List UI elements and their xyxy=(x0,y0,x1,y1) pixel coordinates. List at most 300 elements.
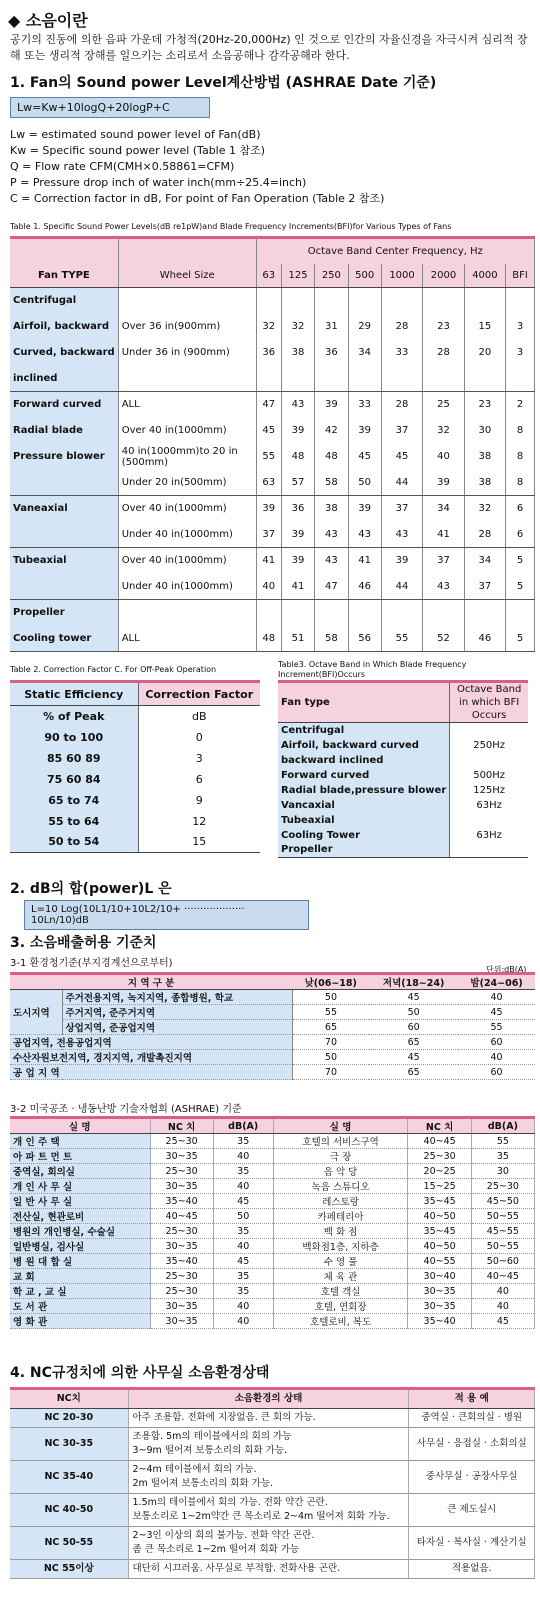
t1-wheel-size: ALL xyxy=(118,392,256,418)
t4-area: 주거지역, 준주거지역 xyxy=(62,1005,292,1020)
t1-fan-type: Vaneaxial xyxy=(10,496,118,522)
t4-group: 도시지역 xyxy=(10,990,62,1035)
t3-fan: Airfoil, backward curved xyxy=(278,738,450,753)
t2-h2: Correction Factor xyxy=(138,682,260,706)
t1-value: 43 xyxy=(315,522,348,548)
t1-value: 58 xyxy=(315,626,348,652)
t6-row xyxy=(10,1461,535,1494)
subsection-3-1: 3-1 환경청기준(부지경계선으로부터) xyxy=(10,958,173,969)
t4-h-area: 지 역 구 분 xyxy=(10,974,292,990)
t6-state xyxy=(128,1527,409,1560)
t2-h1: Static Efficiency xyxy=(10,682,138,706)
t5-row xyxy=(10,1149,535,1164)
t5-val: 35~40 xyxy=(150,1194,213,1209)
t5-val: 25~30 xyxy=(408,1149,471,1164)
t5-room: 체 육 관 xyxy=(273,1269,408,1284)
t1-value: 34 xyxy=(348,340,381,366)
t5-room: 개 인 주 택 xyxy=(10,1134,150,1149)
t4-val: 45 xyxy=(458,1005,535,1020)
t5-room: 백화점1층, 지하층 xyxy=(273,1239,408,1254)
t1-value: 29 xyxy=(348,314,381,340)
t5-val: 40 xyxy=(213,1299,273,1314)
t1-value: 37 xyxy=(423,548,464,574)
t1-wheel-size: ALL xyxy=(118,626,256,652)
t3-band xyxy=(450,723,528,738)
t4-area: 수산자원보전지역, 경지지역, 개발촉진지역 xyxy=(10,1050,292,1065)
t5-val: 40~45 xyxy=(471,1269,534,1284)
t5-val: 25~30 xyxy=(471,1179,534,1194)
t6-example: 사무실 · 응접실 · 소회의실 xyxy=(409,1428,535,1461)
t1-fan-type: inclined xyxy=(10,366,118,392)
t1-value: 36 xyxy=(256,340,281,366)
t1-wheel-size: Over 40 in(1000mm) xyxy=(118,548,256,574)
t1-value: 38 xyxy=(315,496,348,522)
t6-row xyxy=(10,1560,535,1579)
t4-h-time: 밤(24~06) xyxy=(458,974,535,990)
t5-row xyxy=(10,1209,535,1224)
t1-value: 55 xyxy=(381,626,422,652)
t1-value: 55 xyxy=(256,444,281,470)
formula-box: Lw=Kw+10logQ+20logP+C xyxy=(10,97,210,118)
def-p: P = Pressure drop inch of water inch(mm÷25.4=inch) xyxy=(10,176,307,189)
t1-value: 39 xyxy=(381,548,422,574)
t1-value xyxy=(348,366,381,392)
t4-area: 공업지역, 전용공업지역 xyxy=(10,1035,292,1050)
t1-fan-type: Cooling tower xyxy=(10,626,118,652)
section-3-title: 3. 소음배출허용 기준치 xyxy=(10,935,157,951)
table-2 xyxy=(10,680,260,853)
t1-row xyxy=(10,574,535,600)
t1-value: 43 xyxy=(381,522,422,548)
table-3 xyxy=(278,680,528,858)
t6-nc: NC 20-30 xyxy=(10,1409,128,1428)
t4-val: 40 xyxy=(458,1050,535,1065)
t4-val: 70 xyxy=(292,1065,369,1080)
t5-val: 50~55 xyxy=(471,1209,534,1224)
t5-val: 55 xyxy=(471,1134,534,1149)
t6-state-line: 2~4m 테이블에서 회의 가능. xyxy=(132,1464,257,1475)
t1-value: 28 xyxy=(423,340,464,366)
t6-state-line: 아주 조용함. 전화에 지장없음. 큰 회의 가능. xyxy=(132,1412,316,1423)
t1-head-blank xyxy=(10,238,118,264)
t5-h: dB(A) xyxy=(213,1118,273,1134)
t1-value: 37 xyxy=(381,496,422,522)
t4-val: 55 xyxy=(458,1020,535,1035)
t1-value xyxy=(281,366,314,392)
t2-row xyxy=(10,727,260,748)
t5-room: 극 장 xyxy=(273,1149,408,1164)
t5-val: 40 xyxy=(213,1314,273,1329)
t1-value: 23 xyxy=(423,314,464,340)
t4-val: 65 xyxy=(369,1065,458,1080)
t1-value xyxy=(464,288,505,314)
t6-state-line: 조용함. 5m의 테이블에서의 회의 가능 xyxy=(132,1431,292,1442)
t1-freq-header: BFI xyxy=(506,264,535,288)
t4-area: 주거전용지역, 녹지지역, 종합병원, 학교 xyxy=(62,990,292,1005)
t5-val: 30~35 xyxy=(408,1284,471,1299)
t1-value: 5 xyxy=(506,574,535,600)
t5-val: 15~25 xyxy=(408,1179,471,1194)
t3-band: 63Hz xyxy=(476,799,502,811)
t3-h1: Fan type xyxy=(278,682,450,723)
t5-val: 25~30 xyxy=(150,1134,213,1149)
t5-val: 40~45 xyxy=(150,1209,213,1224)
t1-value: 39 xyxy=(256,496,281,522)
t1-freq-header: 4000 xyxy=(464,264,505,288)
t1-value: 28 xyxy=(464,522,505,548)
t5-val: 35 xyxy=(213,1269,273,1284)
t1-wheel-size: Over 40 in(1000mm) xyxy=(118,418,256,444)
t1-value xyxy=(256,366,281,392)
t3-row xyxy=(278,843,528,858)
t5-val: 40 xyxy=(213,1179,273,1194)
t1-value: 43 xyxy=(315,548,348,574)
t1-value: 50 xyxy=(348,470,381,496)
t5-val: 20~25 xyxy=(408,1164,471,1179)
t4-val: 50 xyxy=(292,990,369,1005)
t6-nc: NC 50-55 xyxy=(10,1527,128,1560)
t5-val: 40 xyxy=(213,1149,273,1164)
t1-wheel-size xyxy=(118,288,256,314)
t5-room: 영 화 관 xyxy=(10,1314,150,1329)
t1-wheel-size: Over 36 in(900mm) xyxy=(118,314,256,340)
t1-wheel-size: Under 40 in(1000mm) xyxy=(118,574,256,600)
t1-value xyxy=(423,366,464,392)
t5-room: 일반병실, 검사실 xyxy=(10,1239,150,1254)
t3-band: 500Hz xyxy=(473,769,506,781)
t1-value: 58 xyxy=(315,470,348,496)
t1-wheel-size: Under 40 in(1000mm) xyxy=(118,522,256,548)
t3-row xyxy=(278,798,528,813)
t5-room: 아 파 트 먼 트 xyxy=(10,1149,150,1164)
t1-value xyxy=(381,288,422,314)
t4-area: 공 업 지 역 xyxy=(10,1065,292,1080)
t4-row xyxy=(10,1065,535,1080)
t5-val: 30~35 xyxy=(408,1299,471,1314)
t3-fan: Cooling Tower xyxy=(278,828,450,843)
t5-val: 50~55 xyxy=(471,1239,534,1254)
t1-value xyxy=(315,288,348,314)
t6-header xyxy=(10,1389,535,1409)
t4-val: 60 xyxy=(458,1065,535,1080)
t1-value: 28 xyxy=(381,314,422,340)
t2-db: 0 xyxy=(195,730,203,744)
t5-val: 35 xyxy=(471,1149,534,1164)
t1-row xyxy=(10,444,535,470)
t5-room: 학 교 , 교 실 xyxy=(10,1284,150,1299)
t6-example: 중역실 · 큰회의실 · 병원 xyxy=(409,1409,535,1428)
t1-value: 43 xyxy=(423,574,464,600)
table1-caption: Table 1. Specific Sound Power Levels(dB re1pW)and Blade Frequency Increments(BFI)for Various Types of Fans xyxy=(10,222,452,231)
t3-fan: Radial blade,pressure blower xyxy=(278,783,450,798)
t4-val: 65 xyxy=(292,1020,369,1035)
t1-value: 3 xyxy=(506,314,535,340)
t1-value: 57 xyxy=(281,470,314,496)
unit-label: 단위:dB(A) xyxy=(486,965,527,974)
t1-fan-type xyxy=(10,470,118,496)
t1-value: 36 xyxy=(315,340,348,366)
t4-val: 50 xyxy=(292,1050,369,1065)
t5-room: 도 서 관 xyxy=(10,1299,150,1314)
t1-value: 36 xyxy=(281,496,314,522)
t1-value: 38 xyxy=(281,340,314,366)
t5-room: 호텔로비, 복도 xyxy=(273,1314,408,1329)
t5-row xyxy=(10,1164,535,1179)
def-q: Q = Flow rate CFM(CMH×0.58861=CFM) xyxy=(10,160,235,173)
t1-value: 8 xyxy=(506,418,535,444)
t5-val: 35~45 xyxy=(408,1224,471,1239)
t5-val: 45 xyxy=(213,1254,273,1269)
t1-fan-type xyxy=(10,522,118,548)
t5-val: 35 xyxy=(213,1224,273,1239)
t1-wheel-header: Wheel Size xyxy=(118,264,256,288)
t6-h: NC치 xyxy=(10,1389,128,1409)
table-env-standard xyxy=(10,972,535,1080)
t5-room: 음 악 당 xyxy=(273,1164,408,1179)
t3-band: 125Hz xyxy=(473,784,506,796)
t1-octave-header: Octave Band Center Frequency, Hz xyxy=(256,238,534,264)
t1-value: 6 xyxy=(506,496,535,522)
t1-row xyxy=(10,366,535,392)
t1-value: 34 xyxy=(423,496,464,522)
t3-band: 63Hz xyxy=(476,829,502,841)
t3-fan: backward inclined xyxy=(278,753,450,768)
t4-val: 40 xyxy=(458,990,535,1005)
t1-value: 41 xyxy=(256,548,281,574)
t3-fan: Vancaxial xyxy=(278,798,450,813)
t5-room: 병원의 개인병실, 수술실 xyxy=(10,1224,150,1239)
t1-value: 28 xyxy=(381,392,422,418)
t4-val: 45 xyxy=(369,1050,458,1065)
t5-val: 25~30 xyxy=(150,1284,213,1299)
section-4-title: 4. NC규정치에 의한 사무실 소음환경상태 xyxy=(10,1365,270,1381)
t1-value: 34 xyxy=(464,548,505,574)
t2-range: 85 60 89 xyxy=(10,748,138,769)
t1-value: 3 xyxy=(506,340,535,366)
section-2-title: 2. dB의 합(power)L 은 xyxy=(10,881,172,897)
t2-range: 90 to 100 xyxy=(10,727,138,748)
t1-value: 38 xyxy=(464,444,505,470)
t3-band xyxy=(450,813,528,828)
t1-value: 43 xyxy=(348,522,381,548)
t1-value: 48 xyxy=(315,444,348,470)
t2-row xyxy=(10,748,260,769)
t1-value xyxy=(256,600,281,626)
t6-nc: NC 35-40 xyxy=(10,1461,128,1494)
t1-value: 46 xyxy=(348,574,381,600)
t1-value xyxy=(281,600,314,626)
t1-value: 46 xyxy=(464,626,505,652)
t6-state xyxy=(128,1560,409,1579)
t1-value: 44 xyxy=(381,470,422,496)
def-lw: Lw = estimated sound power level of Fan(dB) xyxy=(10,128,261,141)
t1-value xyxy=(315,366,348,392)
t1-freq-header: 500 xyxy=(348,264,381,288)
t2-row xyxy=(10,790,260,811)
t1-row xyxy=(10,288,535,314)
t1-value: 37 xyxy=(256,522,281,548)
t5-val: 35 xyxy=(213,1134,273,1149)
t3-row xyxy=(278,813,528,828)
t1-value: 32 xyxy=(423,418,464,444)
t4-val: 50 xyxy=(369,1005,458,1020)
t2-sub2: dB xyxy=(191,709,207,723)
t1-value: 5 xyxy=(506,548,535,574)
t6-row xyxy=(10,1494,535,1527)
t6-state-line: 보통소리로 1~2m약간 큰 목소리로 2~4m 떨어져 회화 가능. xyxy=(132,1511,390,1522)
t3-fan: Tubeaxial xyxy=(278,813,450,828)
t1-freq-header: 63 xyxy=(256,264,281,288)
t1-value: 8 xyxy=(506,470,535,496)
t4-row xyxy=(10,1050,535,1065)
t1-value xyxy=(506,600,535,626)
t4-row xyxy=(10,1035,535,1050)
t5-row xyxy=(10,1194,535,1209)
t6-nc: NC 30-35 xyxy=(10,1428,128,1461)
definitions xyxy=(10,127,384,207)
t1-row xyxy=(10,470,535,496)
t3-row xyxy=(278,768,528,783)
t2-db: 6 xyxy=(195,772,203,786)
t1-value xyxy=(506,288,535,314)
t6-h: 소음환경의 상태 xyxy=(128,1389,409,1409)
t4-h-time: 낮(06~18) xyxy=(292,974,369,990)
t5-val: 30~35 xyxy=(150,1179,213,1194)
t1-value: 39 xyxy=(423,470,464,496)
t5-room: 중역실, 회의실 xyxy=(10,1164,150,1179)
t5-val: 30 xyxy=(471,1164,534,1179)
t3-header xyxy=(278,682,528,723)
t1-wheel-size: 40 in(1000mm)to 20 in (500mm) xyxy=(118,444,256,470)
t5-row xyxy=(10,1179,535,1194)
t1-value: 6 xyxy=(506,522,535,548)
t4-row xyxy=(10,990,535,1005)
t6-nc: NC 55이상 xyxy=(10,1560,128,1579)
t6-state-line: 2m 떨어져 보통소리의 회화 가능. xyxy=(132,1478,274,1489)
t6-example: 타자실 · 복사실 · 계산기실 xyxy=(409,1527,535,1560)
t3-row xyxy=(278,783,528,798)
t1-value xyxy=(464,600,505,626)
t6-example: 큰 제도실시 xyxy=(409,1494,535,1527)
t1-value: 45 xyxy=(348,444,381,470)
t1-value: 8 xyxy=(506,444,535,470)
t1-wheel-size: Over 40 in(1000mm) xyxy=(118,496,256,522)
t6-state xyxy=(128,1494,409,1527)
t5-room: 교 회 xyxy=(10,1269,150,1284)
t1-header-row-1 xyxy=(10,238,535,264)
t5-val: 45 xyxy=(213,1194,273,1209)
t1-value: 39 xyxy=(281,548,314,574)
t5-val: 40 xyxy=(471,1284,534,1299)
t1-value: 47 xyxy=(315,574,348,600)
t5-val: 25~30 xyxy=(150,1269,213,1284)
t2-row xyxy=(10,769,260,790)
t3-row xyxy=(278,723,528,738)
t1-value: 42 xyxy=(315,418,348,444)
t1-row xyxy=(10,314,535,340)
t1-value xyxy=(281,288,314,314)
t1-value: 39 xyxy=(281,522,314,548)
t1-value: 51 xyxy=(281,626,314,652)
t1-value: 31 xyxy=(315,314,348,340)
t1-value: 2 xyxy=(506,392,535,418)
t1-value: 32 xyxy=(256,314,281,340)
t1-value xyxy=(256,288,281,314)
t1-freq-header: 1000 xyxy=(381,264,422,288)
t5-val: 35~45 xyxy=(408,1194,471,1209)
t3-row xyxy=(278,738,528,753)
t1-value: 37 xyxy=(464,574,505,600)
t1-value: 39 xyxy=(315,392,348,418)
t1-fan-type xyxy=(10,574,118,600)
t1-value xyxy=(464,366,505,392)
t1-freq-header: 250 xyxy=(315,264,348,288)
t5-val: 35 xyxy=(213,1164,273,1179)
t5-val: 40~45 xyxy=(408,1134,471,1149)
t1-value: 39 xyxy=(348,496,381,522)
t1-value: 40 xyxy=(423,444,464,470)
t6-state-line: 2~3인 이상의 회의 불가능. 전화 약간 곤란. xyxy=(132,1530,315,1541)
t1-wheel-size xyxy=(118,600,256,626)
t2-db: 9 xyxy=(195,793,203,807)
t4-val: 45 xyxy=(369,990,458,1005)
t2-range: 65 to 74 xyxy=(10,790,138,811)
sum-formula-box: L=10 Log(10L1/10+10L2/10+ ··················· 10Ln/10)dB xyxy=(24,900,309,930)
t5-room: 일 반 사 무 실 xyxy=(10,1194,150,1209)
t6-nc: NC 40-50 xyxy=(10,1494,128,1527)
t1-value: 48 xyxy=(281,444,314,470)
t6-row xyxy=(10,1409,535,1428)
t6-state-line: 좀 큰 목소리로 1~2m 떨어져 회화 가능 xyxy=(132,1544,300,1555)
t1-value: 45 xyxy=(381,444,422,470)
t5-row xyxy=(10,1284,535,1299)
t6-example: 적용없음. xyxy=(409,1560,535,1579)
t1-row xyxy=(10,522,535,548)
t5-val: 30~35 xyxy=(150,1314,213,1329)
t5-room: 병 원 대 합 실 xyxy=(10,1254,150,1269)
t1-value: 56 xyxy=(348,626,381,652)
t5-row xyxy=(10,1299,535,1314)
t5-room: 레스토랑 xyxy=(273,1194,408,1209)
t3-band xyxy=(450,753,528,768)
t6-state xyxy=(128,1428,409,1461)
t1-value: 45 xyxy=(256,418,281,444)
t1-head-blank-2 xyxy=(118,238,256,264)
t5-val: 50~60 xyxy=(471,1254,534,1269)
t1-fan-type: Propeller xyxy=(10,600,118,626)
t1-wheel-size: Under 36 in (900mm) xyxy=(118,340,256,366)
t2-header xyxy=(10,682,260,706)
t4-val: 70 xyxy=(292,1035,369,1050)
section-1-title: 1. Fan의 Sound power Level계산방법 (ASHRAE Date 기준) xyxy=(10,75,437,91)
t5-val: 45~55 xyxy=(471,1224,534,1239)
t4-area: 상업지역, 준공업지역 xyxy=(62,1020,292,1035)
t3-fan: Centrifugal xyxy=(278,723,450,738)
t1-value xyxy=(381,366,422,392)
t2-subheader xyxy=(10,706,260,727)
t1-fan-type: Tubeaxial xyxy=(10,548,118,574)
t4-row xyxy=(10,1020,535,1035)
t3-row xyxy=(278,753,528,768)
t2-db: 15 xyxy=(138,832,260,853)
t1-value xyxy=(348,288,381,314)
t2-range: 75 60 84 xyxy=(10,769,138,790)
t4-val: 60 xyxy=(369,1020,458,1035)
t1-value: 37 xyxy=(381,418,422,444)
table2-caption: Table 2. Correction Factor C. For Off-Peak Operation xyxy=(10,665,217,674)
t6-state-line: 1.5m의 테이블에서 회의 가능. 전화 약간 곤란. xyxy=(132,1497,328,1508)
t2-range: 50 to 54 xyxy=(10,832,138,853)
